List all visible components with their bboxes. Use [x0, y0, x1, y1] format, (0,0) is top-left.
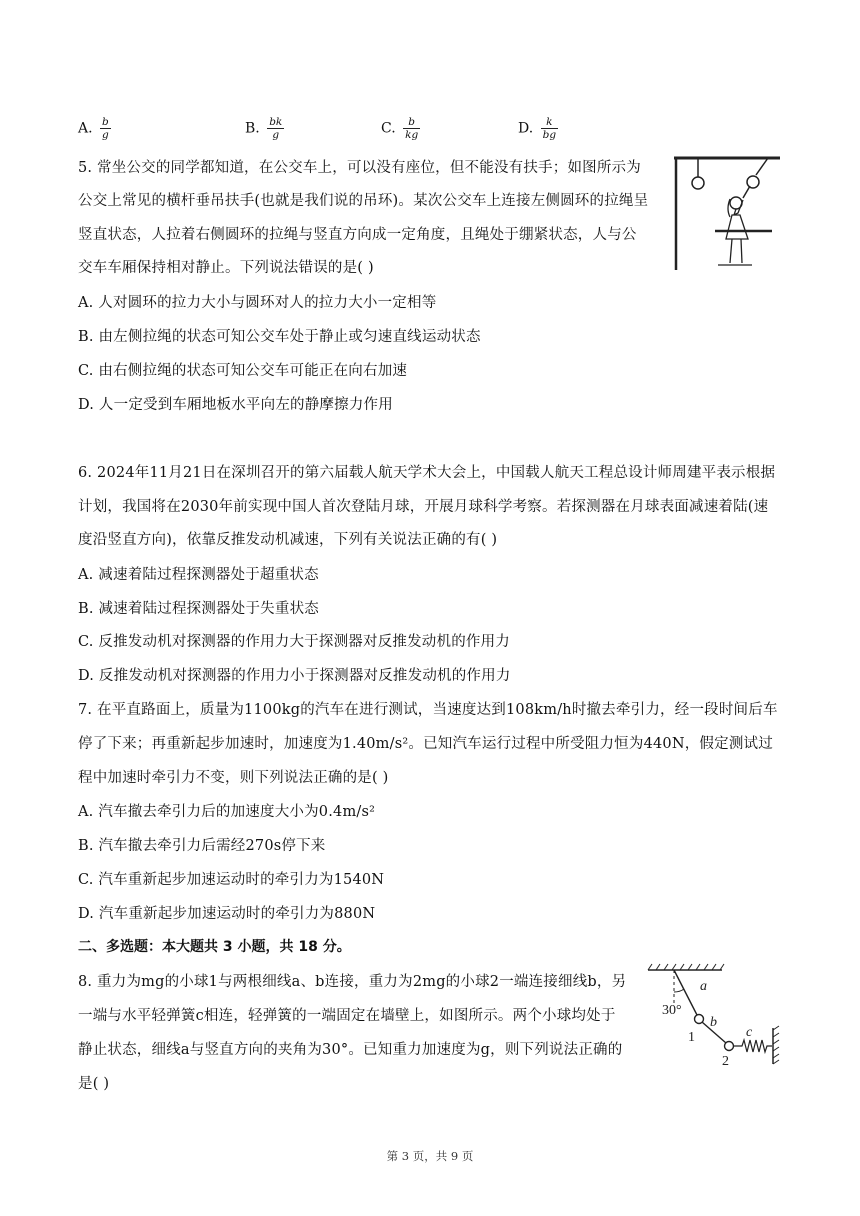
- q6-stem-line-2: 计划，我国将在2030年前实现中国人首次登陆月球，开展月球科学考察。若探测器在月球表面减速着陆(速: [78, 499, 769, 515]
- q6-option-a: A. 减速着陆过程探测器处于超重状态: [78, 567, 319, 583]
- q5-option-c: C. 由右侧拉绳的状态可知公交车可能正在向右加速: [78, 363, 408, 379]
- fraction: [100, 116, 111, 141]
- q5-stem-line-1: 5. 常坐公交的同学都知道，在公交车上，可以没有座位，但不能没有扶手；如图所示为: [78, 160, 641, 176]
- fraction: [403, 116, 420, 141]
- q6-stem-line-1: 6. 2024年11月21日在深圳召开的第六届载人航天学术大会上，中国载人航天工程总设计师周建平表示根据: [78, 465, 776, 481]
- q8-stem-line-4: 是( ): [78, 1076, 110, 1092]
- option-label: D.: [518, 120, 534, 137]
- label-c: c: [746, 1025, 753, 1040]
- q6-option-b: B. 减速着陆过程探测器处于失重状态: [78, 601, 319, 617]
- q5-option-d: D. 人一定受到车厢地板水平向左的静摩擦力作用: [78, 397, 393, 413]
- q5-stem-line-4: 交车车厢保持相对静止。下列说法错误的是( ): [78, 260, 374, 276]
- fraction: [541, 116, 558, 141]
- numerator: b: [102, 116, 109, 128]
- q4-option-c: [381, 116, 420, 141]
- label-ball-1: 1: [688, 1030, 695, 1045]
- page-footer: 第 3 页，共 9 页: [386, 1149, 474, 1163]
- q4-option-a: [78, 116, 111, 141]
- q8-stem-line-3: 静止状态，细线a与竖直方向的夹角为30°。已知重力加速度为g，则下列说法正确的: [78, 1042, 623, 1058]
- q7-stem-line-2: 停了下来；再重新起步加速时，加速度为1.40m/s²。已知汽车运行过程中所受阻力恒为440N，假定测试过: [78, 736, 773, 752]
- option-label: C.: [381, 120, 396, 137]
- q7-option-a: A. 汽车撤去牵引力后的加速度大小为0.4m/s²: [78, 804, 376, 820]
- label-ball-2: 2: [722, 1054, 729, 1069]
- denominator: bg: [542, 129, 557, 141]
- numerator: k: [541, 116, 558, 129]
- option-label: A.: [78, 120, 93, 137]
- numerator: bk: [269, 116, 283, 128]
- bus-handrail-figure: [670, 155, 785, 273]
- q6-option-c: C. 反推发动机对探测器的作用力大于探测器对反推发动机的作用力: [78, 634, 510, 650]
- q7-option-d: D. 汽车重新起步加速运动时的牵引力为880N: [78, 906, 376, 922]
- denominator: kg: [405, 129, 419, 141]
- section-heading-multiple-choice: 二、多选题：本大题共 3 小题，共 18 分。: [78, 939, 351, 955]
- denominator: g: [102, 129, 109, 141]
- denominator: g: [272, 129, 280, 141]
- label-b: b: [710, 1015, 717, 1030]
- q6-option-d: D. 反推发动机对探测器的作用力小于探测器对反推发动机的作用力: [78, 668, 511, 684]
- q4-option-b: [245, 116, 284, 141]
- q4-option-d: [518, 116, 558, 141]
- q6-stem-line-3: 度沿竖直方向)，依靠反推发动机减速，下列有关说法正确的有( ): [78, 532, 498, 548]
- q7-option-c: C. 汽车重新起步加速运动时的牵引力为1540N: [78, 872, 385, 888]
- q7-option-b: B. 汽车撤去牵引力后需经270s停下来: [78, 838, 326, 854]
- q8-stem-line-1: 8. 重力为mg的小球1与两根细线a、b连接，重力为2mg的小球2一端连接细线b，另: [78, 974, 627, 990]
- q5-option-a: A. 人对圆环的拉力大小与圆环对人的拉力大小一定相等: [78, 295, 437, 311]
- label-angle: 30°: [662, 1003, 682, 1018]
- q7-stem-line-3: 程中加速时牵引力不变，则下列说法正确的是( ): [78, 770, 389, 786]
- q5-stem-line-3: 竖直状态，人拉着右侧圆环的拉绳与竖直方向成一定角度，且绳处于绷紧状态，人与公: [78, 227, 637, 243]
- label-a: a: [700, 979, 707, 994]
- option-label: B.: [245, 120, 260, 137]
- balls-spring-figure: [640, 962, 785, 1070]
- q8-stem-line-2: 一端与水平轻弹簧c相连，轻弹簧的一端固定在墙壁上，如图所示。两个小球均处于: [78, 1008, 616, 1024]
- fraction: [267, 116, 284, 141]
- q7-stem-line-1: 7. 在平直路面上，质量为1100kg的汽车在进行测试，当速度达到108km/h时撤去牵引力，经一段时间后车: [78, 702, 778, 718]
- q5-option-b: B. 由左侧拉绳的状态可知公交车处于静止或匀速直线运动状态: [78, 329, 481, 345]
- numerator: b: [403, 116, 420, 129]
- q5-stem-line-2: 公交上常见的横杆垂吊扶手(也就是我们说的吊环)。某次公交车上连接左侧圆环的拉绳呈: [78, 193, 649, 209]
